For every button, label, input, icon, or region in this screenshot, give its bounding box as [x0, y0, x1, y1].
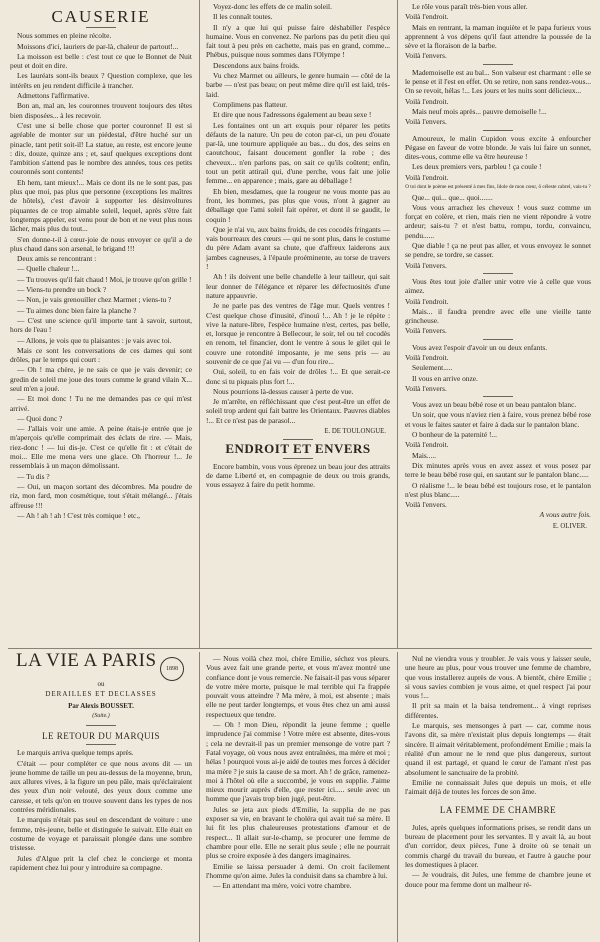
paragraph: — Viens-tu prendre un bock ? — [17, 285, 107, 295]
verdict-line: Voilà l'endroit. — [405, 12, 449, 22]
separator — [483, 339, 513, 340]
verdict-line: Voilà l'endroit. — [405, 172, 449, 182]
section-divider — [8, 648, 592, 649]
paragraph: Jules, après quelques informations prises, se rendit dans un bureau de placement pour les servantes. Il y avait là, au bout d'un corridor, deux pièces, l'une à droite où se tenait un commis chargé du travail du bureau, et l'autre à gauche pour les domestiques à placer. — [405, 822, 591, 869]
lavie-continued-body — [206, 654, 390, 890]
paragraph: — Oh ! mon Dieu, répondit la jeune femme ; quelle imprudence j'ai commise ! Votre mère est absente, dites-vous ; cela ne devrait-il pas un premier mensonge de votre part ? Fatal voyage, où vous nous avez entraînées, ma mère et moi ; hélas ! pourquoi vous ai-je aidé de toutes mes forces à décider ma mère ? je suis la cause de sa mort. Ah ! de grâce, ramenez-moi à l'hôtel où elle a succombé, je vous en supplie. J'aime mieux mourir auprès d'elle, que rester ici..... seule avec un homme que j'avais trop bien jugé, peut-être. — [206, 720, 390, 804]
paragraph: Vu chez Marmet ou ailleurs, le genre humain — côté de la barbe — n'est pas beau; on peut même dire qu'il est laid, très-laid. — [206, 71, 390, 99]
paragraph: Vous avez un beau bébé rose et un beau pantalon blanc. — [412, 400, 577, 410]
paragraph: Seulement..... — [412, 363, 453, 373]
paragraph: — Je voudrais, dit Jules, une femme de chambre jeune et douce pour ma femme dont un malheur ré- — [405, 870, 591, 889]
paragraph: Je ne parle pas des ventres de l'âge mur. Quels ventres ! C'est quelque chose d'inusité, d'inouï !... Ah ! je le répète : vive la nature-libre, l'espèce humaine n'est, certes, pas belle, et, lorsque je rencontre à Bellecour, le soir, tel ou tel cocodès en renom, tel financier, dont le ventre à sous le gilet qui le couvre une rotondité imposante, je me sens pris — au souvenir de ce que j'ai vu — d'un fou rire... — [206, 301, 390, 366]
paragraph: Mais ce sont les conversations de ces dames qui sont drôles, par le temps qui court : — [10, 345, 192, 365]
verdict-line: Voilà l'envers. — [405, 500, 447, 510]
separator — [483, 273, 513, 274]
paragraph: — En attendant ma mère, voici votre chambre. — [213, 881, 352, 891]
verdict-line: Voilà l'envers. — [405, 117, 447, 127]
paragraph: Et dire que nous l'adressons également au beau sexe ! — [213, 110, 372, 120]
paragraph: Mais... il faudra prendre avec elle une vieille tante grincheuse. — [405, 306, 591, 326]
column-divider — [199, 0, 200, 648]
paragraph: Admettons l'affirmative. — [17, 91, 90, 101]
separator — [86, 725, 116, 726]
separator — [86, 744, 116, 745]
paragraph: S'en donne-t-il à cœur-joie de nous envoyer ce qu'il a de plus chaud dans son arsenal, le brigand !!! — [10, 234, 192, 253]
separator — [483, 64, 513, 65]
paragraph: Moissons d'ici, lauriers de par-là, chaleur de partout!... — [17, 41, 179, 51]
paragraph: — Tu aimes donc bien faire la planche ? — [17, 305, 137, 315]
paragraph: Les lauréats sont-ils beaux ? Question complexe, que les intérêts en jeu rendent difficile à trancher. — [10, 71, 192, 90]
paragraph: Nul ne viendra vous y troubler. Je vais vous y laisser seule, une heure au plus, pour vous trouver une femme de chambre, que vous installerez auprès de vous. A bientôt, chère Emilie ; si vous savies combien je vous aime, et quel respect j'ai pour vous !... — [405, 654, 591, 701]
verdict-line: Voilà l'envers. — [405, 51, 447, 61]
paragraph: Nous sommes en pleine récolte. — [17, 31, 112, 41]
causerie-continued-column — [206, 2, 390, 646]
paragraph: Il vous en arrive onze. — [412, 373, 478, 383]
paragraph: Que... qui... que... quoi....... — [412, 192, 493, 202]
paragraph: — Quelle chaleur !... — [17, 264, 80, 274]
paragraph: Descendons aux bains froids. — [213, 60, 300, 70]
paragraph: Mademoiselle est au bal... Son valseur est charmant : elle se le pense et il l'est en effet. On se retire, non sans rendez-vous... On se revoit, hélas !... Les jours et les nuits sont délicieux... — [405, 67, 591, 96]
endroit-column — [405, 2, 591, 646]
lavie-final-body — [405, 654, 591, 796]
lavie-subtitle: DERAILLES ET DECLASSES — [45, 690, 157, 698]
paragraph: Vous êtes tout joie d'aller unir votre vie à celle que vous aimez. — [405, 276, 591, 296]
lavie-continued-column — [206, 654, 390, 942]
paragraph: Mais..... — [412, 450, 437, 460]
paragraph: Eh bien, mesdames, que la rougeur ne vous monte pas au front, les hommes, pas plus que vous, n'ont à gagner au déballage que l'ami soleil fait opérer, et dont il se gaudit, le coquin ! — [206, 186, 390, 224]
paragraph: Bon an, mal an, les couronnes trouvent toujours des têtes bien disposées... à les recevoir. — [10, 101, 192, 120]
causerie-continued-body — [206, 2, 390, 425]
paragraph: — Oui, un maçon sortant des décombres. Ma poudre de riz, mon fard, mon cosmétique, tout s'était mélangé... j'étais affreuse !!! — [10, 481, 192, 510]
lavie-title: LA VIE A PARIS — [16, 652, 157, 671]
paragraph: — Quoi donc ? — [17, 413, 63, 423]
paragraph: Mais en rentrant, la maman inquiète et le papa furieux vous apprennent à vos dépens qu'il faut attendre la poussée de la sève et la floraison de la barbe. — [405, 22, 591, 51]
paragraph: Le marquis, ses mensonges à part — car, comme nous l'avons dit, sa mère n'existait plus depuis longtemps — était sincère. Il aimait véritablement, profondément Emilie ; mais la réalité d'un amour ne le rend que plus dangereux, surtout quand il est partagé, et quand le cœur de l'amant n'est pas absolument le sanctuaire de la probité. — [405, 721, 591, 777]
separator — [283, 439, 313, 440]
title-rule — [86, 27, 116, 28]
column-divider — [199, 652, 200, 942]
quoted-verse: O toi dont le poème est présenté à mes fins, Idole de mon cœur, ô céleste cabrel, vais-tu ? — [405, 184, 591, 191]
verdict-line: Voilà l'endroit. — [405, 296, 449, 306]
paragraph: Il prit sa main et la baisa tendrement... à vingt reprises différentes. — [405, 701, 591, 720]
endroit-intro: Encore bambin, vous vous éprenez un beau jour des attraits de dame Liberté et, en compagnie de deux ou trois grands, vous essayez à faire du petit homme. — [206, 461, 390, 490]
paragraph: Voyez-donc les effets de ce malin soleil. — [213, 2, 332, 11]
paragraph: — Oh ! ma chère, je ne sais ce que je vais devenir; ce gredin de soleil me joue des tours comme le grand vilain X... seul m'en a joué. — [10, 365, 192, 393]
paragraph: Un soir, que vous n'aviez rien à faire, vous prenez bébé rose et vous le faites sauter et faire à dada sur le pantalon blanc. — [405, 410, 591, 429]
causerie-signature: E. DE TOULONGUE. — [324, 428, 386, 436]
paragraph: Amoureux, le malin Cupidon vous excite à enfourcher Pégase en faveur de votre blonde. Je vais lui faire un sonnet, dites-vous, comme elle va être heureuse ! — [405, 133, 591, 162]
paragraph: — Allons, je vois que tu plaisantes : je vais avec toi. — [17, 335, 172, 345]
femme-section-title: LA FEMME DE CHAMBRE — [439, 805, 557, 816]
paragraph: Complimens pas flatteur. — [213, 99, 288, 109]
paragraph: C'était — pour compléter ce que nous avons dit — un jeune homme de taille un peu au-dessus de la moyenne, brun, aux allures vives, à la figure un peu pâle, mais qu'éclairaient des yeux d'un noir velouté, des yeux doux comme une caresse, et tels qu'on en trouve souvent dans les types de nos contrées méridionales. — [10, 758, 192, 815]
paragraph: — J'allais voir une amie. A peine étais-je entrée que je m'aperçois qu'elle comprimait des éclats de rire. — Mais, riez-donc ! — lui dis-je. C'est ce qu'elle fit : et c'était de moi... Elle me mena vers une glace. Oh l'horreur !... Je ressemblais à un maçon démolissant. — [10, 424, 192, 471]
causerie-title: CAUSERIE — [51, 7, 151, 26]
paragraph: — Non, je vais grenouiller chez Marmet ; viens-tu ? — [17, 295, 172, 305]
paragraph: Les fontaines ont un art exquis pour réparer les petits défauts de la nature. Un peu de coton par-ci, un peu d'ouate par-là, une tournure appliquée au bas... du dos, des seins en caoutchouc, faisant doucement gonfler la robe ; des cheveux... n'en parlons pas, on sait ce qu'ils coûtent; enfin, tout un petit attirail qui, d'une perche, vous fait une jolie femme... en apparence ; mais, gare au déballage ! — [206, 120, 390, 186]
paragraph: — C'est une science qu'il importe tant à savoir, surtout, hors de l'eau ! — [10, 315, 192, 335]
paragraph: Les deux premiers vers, parbleu ! ça coule ! — [412, 162, 542, 172]
paragraph: — Ah ! ah ! ah ! C'est très comique ! etc., — [17, 510, 141, 520]
endroit-signature: E. OLIVER. — [552, 522, 587, 530]
lavie-author-line — [10, 702, 192, 711]
paragraph: Il n'y a que lui qui puisse faire déshabiller l'espèce humaine. Vous en convenez. Ne parlons pas du petit dieu qui fait tout à peu près en cachette, mais pas en grand, comme... Phébus, puisque nous sommes dans l'Olympe ! — [206, 22, 390, 60]
lavie-column — [10, 652, 192, 942]
paragraph: Vous avez l'espoir d'avoir un ou deux enfants. — [412, 342, 548, 352]
separator — [483, 130, 513, 131]
lavie-ou: ou — [97, 680, 105, 688]
paragraph: Je m'arrête, en réfléchissant que c'est peut-être un effet de soleil trop ardent qui fait battre les Orientaux. Pauvres diables !... Et ce n'est pas de parasol... — [206, 397, 390, 425]
newspaper-stamp: 1898 — [160, 657, 184, 681]
paragraph: C'est une si belle chose que porter couronne! Il est si agréable de monter sur un piédestal, d'être huché sur un pinacle, tant petit soit-il! La statue, au reste, est encore jeune : dix, douze, quinze ans ; et, sauf quelques exceptions dont l'ambition s'attend pas le nombre des années, tous ces petits couronnés sont contents! — [10, 120, 192, 177]
paragraph: Le marquis n'était pas seul en descendant de voiture : une femme, très-jeune, belle et distinguée le suivait. Elle était en costume de voyage et paraissait plongée dans une sombre tristesse. — [10, 815, 192, 853]
verdict-line: Voilà l'envers. — [405, 260, 447, 270]
lavie-suite: (Suite.) — [92, 713, 110, 719]
endroit-title: ENDROIT ET ENVERS — [225, 441, 371, 457]
femme-body — [405, 823, 591, 889]
paragraph: Le rôle vous paraît très-bien vous aller. — [412, 2, 528, 11]
paragraph: Emilie ne connaissait Jules que depuis un mois, et elle l'aimait déjà de toutes les forces de son âme. — [405, 777, 591, 797]
paragraph: Jules d'Algue prit la clef chez le concierge et monta rapidement chez lui pour y introduire sa compagne. — [10, 853, 192, 872]
paragraph: O bonheur de la paternité !... — [412, 430, 497, 440]
endroit-body — [405, 2, 591, 509]
lavie-author: Par Alexis BOUSSET. — [68, 702, 134, 710]
separator — [483, 396, 513, 397]
lavie-final-column — [405, 654, 591, 942]
paragraph: Ah ! ils doivent une belle chandelle à leur tailleur, qui sait leur donner de l'élégance et réparer les défectuosités d'une nature appauvrie. — [206, 272, 390, 300]
lavie-section-title: LE RETOUR DU MARQUIS — [41, 731, 161, 741]
separator — [483, 819, 513, 820]
paragraph: — Et moi donc ! Tu ne me demandes pas ce qui m'est arrivé. — [10, 394, 192, 413]
causerie-body — [10, 31, 192, 520]
paragraph: Jules se jeta aux pieds d'Emilie, la supplia de ne pas exposer sa vie, en bravant le choléra qui avait tué sa mère. Il lui fit les plus chaleureuses protestations d'amour et de respect... Il allait sur-le-champ, se procurer une femme de chambre pour elle. Elle ne serait plus seule ; elle ne pourrait plus se croire exposée à des dangers imaginaires. — [206, 804, 390, 861]
paragraph: Que diable ! ça ne peut pas aller, et vous envoyez le sonnet se pendre, se tordre, se casser. — [405, 241, 591, 260]
paragraph: O réalisme !... le beau bébé est toujours rose, et le pantalon n'est plus blanc..... — [405, 480, 591, 499]
paragraph: Dix minutes après vous en avez assez et vous posez par terre le beau bébé rose qui, en sautant sur le pantalon blanc..... — [405, 460, 591, 480]
paragraph: Eh hem, tant mieux!... Mais ce dont ils ne le sont pas, pas plus que moi, pas plus que personne (exceptions les maîtres de hôtels), c'est d'avoir à supporter les désinvoltures piquantes de ce trop aimable soleil, lequel, après s'être fait longtemps appeler, est venu pour de bon et ne veut plus nous lâcher, mais plus du tout... — [10, 177, 192, 234]
paragraph: — Tu dis ? — [17, 471, 50, 481]
paragraph: Vous vous arrachez les cheveux ! vous suez comme un forçat en colère, et rien, mais rien ne vient répondre à votre ardeur; sais-tu ? et n'est battu, rompu, tordu, convaincu, pendu...... — [405, 202, 591, 240]
column-divider — [397, 652, 398, 942]
paragraph: Deux amis se rencontrant : — [17, 254, 97, 264]
paragraph: Que je n'ai vu, aux bains froids, de ces cocodès fringants — vais bourreaux des cœurs — qui ne sont plus, dans le costume du père Adam avant sa chute, que d'affreux laiderons aux jambes cagneuses, à l'épaule proéminente, au torse de travers ! — [206, 224, 390, 272]
verdict-line: Voilà l'endroit. — [405, 353, 449, 362]
lavie-body — [10, 748, 192, 872]
causerie-column — [10, 0, 192, 646]
verdict-line: Voilà l'endroit. — [405, 96, 449, 106]
paragraph: Mais neuf mois après... pauvre demoiselle !... — [412, 106, 547, 116]
paragraph: — Nous voilà chez moi, chère Emilie, séchez vos pleurs. Vous avez fait une grande perte, et vous m'avez montré une confiance dont je vous remercie. Ne faisait-il pas vous séparer de votre mère morte, puisque le mal terrible qui l'a frappée pouvait vous atteindre ? Ma mère, à moi, est absente ; mais elle ne peut tarder longtemps, et vous êtes chez un ami aussi respectueux que tendre. — [206, 654, 390, 719]
paragraph: Le marquis arriva quelque temps après. — [17, 748, 134, 758]
paragraph: Nous pourrions là-dessus causer à perte de vue. — [213, 386, 354, 396]
paragraph: Il les connaît toutes. — [213, 12, 273, 22]
paragraph: — Tu trouves qu'il fait chaud ! Moi, je trouve qu'on grille ! — [17, 274, 192, 284]
closing-line: A vous autre fois. — [539, 510, 591, 520]
verdict-line: Voilà l'envers. — [405, 383, 447, 393]
lavie-header — [10, 652, 192, 722]
paragraph: Oui, soleil, tu en fais voir de drôles !... Et que serait-ce donc si tu piquais plus fort !... — [206, 367, 390, 386]
paragraph: La moisson est belle : c'est tout ce que le Bonnet de Nuit peut et doit en dire. — [10, 51, 192, 71]
paragraph: Emilie se laissa persuader à demi. On croit facilement l'homme qu'on aime. Jules la conduisit dans sa chambre à lui. — [206, 861, 390, 880]
separator — [283, 458, 313, 459]
column-divider — [397, 0, 398, 648]
verdict-line: Voilà l'envers. — [405, 326, 447, 336]
verdict-line: Voilà l'endroit. — [405, 440, 449, 450]
separator — [483, 799, 513, 800]
